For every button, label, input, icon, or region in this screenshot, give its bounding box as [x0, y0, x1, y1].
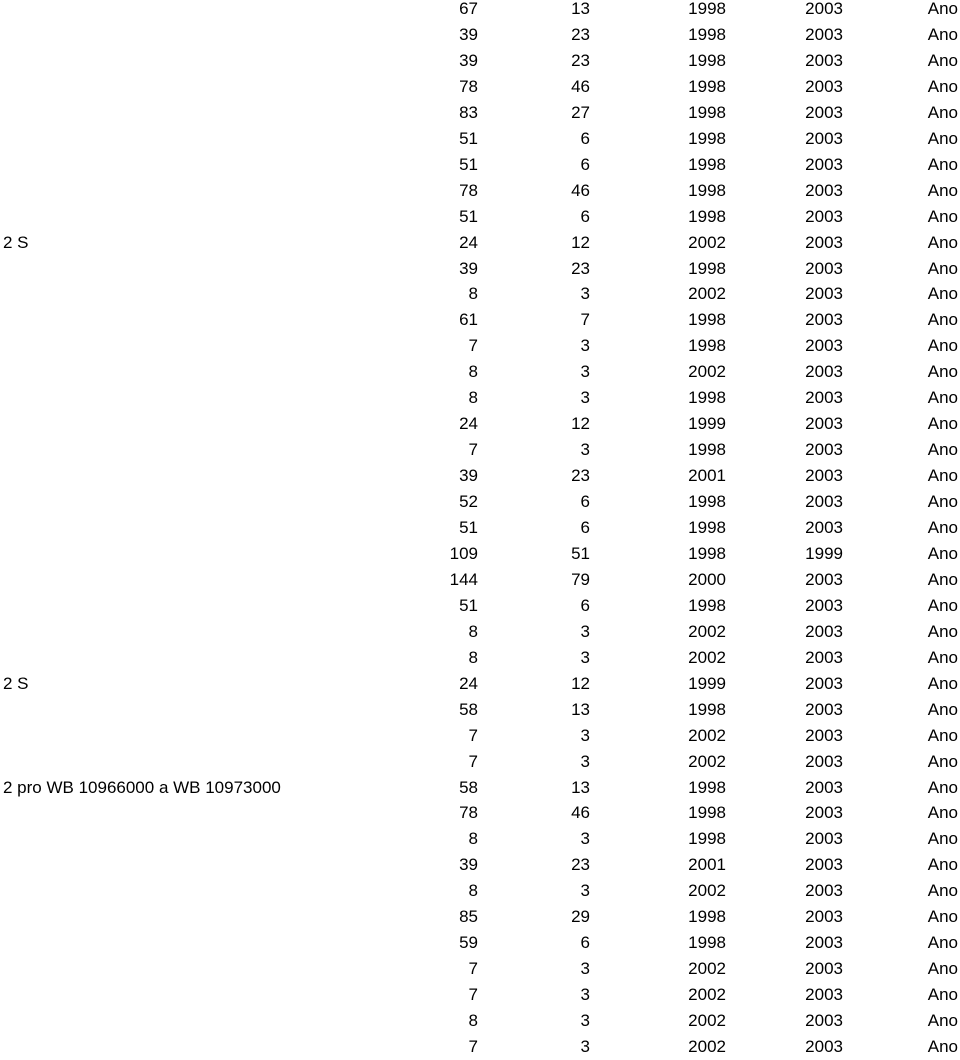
cell-col-3: 2002 [688, 362, 726, 382]
cell-col-1: 59 [459, 933, 478, 953]
table-row [0, 982, 960, 1008]
table-row [0, 515, 960, 541]
cell-col-2: 6 [580, 128, 590, 148]
cell-col-3: 1998 [688, 128, 726, 148]
cell-col-4: 2003 [805, 310, 843, 330]
cell-col-3: 1998 [688, 829, 726, 849]
cell-unit: Ano [927, 959, 958, 979]
table-row [0, 541, 960, 567]
cell-col-3: 2002 [688, 621, 726, 641]
cell-col-4: 2003 [805, 466, 843, 486]
table-row [0, 671, 960, 697]
cell-col-3: 2002 [688, 959, 726, 979]
cell-col-4: 2003 [805, 855, 843, 875]
cell-col-3: 1998 [688, 154, 726, 174]
cell-col-4: 2003 [805, 24, 843, 44]
cell-col-2: 13 [571, 699, 590, 719]
cell-col-4: 2003 [805, 180, 843, 200]
cell-col-1: 39 [459, 855, 478, 875]
cell-col-3: 1999 [688, 414, 726, 434]
cell-col-2: 23 [571, 24, 590, 44]
cell-col-2: 6 [580, 206, 590, 226]
cell-unit: Ano [927, 933, 958, 953]
cell-unit: Ano [927, 180, 958, 200]
cell-unit: Ano [927, 569, 958, 589]
cell-unit: Ano [927, 673, 958, 693]
cell-col-2: 3 [580, 647, 590, 667]
cell-col-3: 2002 [688, 647, 726, 667]
table-row [0, 619, 960, 645]
table-row [0, 307, 960, 333]
cell-col-3: 1998 [688, 24, 726, 44]
table-row [0, 126, 960, 152]
table-row [0, 489, 960, 515]
cell-unit: Ano [927, 258, 958, 278]
row-note: 2 S [3, 673, 29, 693]
cell-col-4: 2003 [805, 50, 843, 70]
cell-col-4: 2003 [805, 76, 843, 96]
cell-col-3: 2002 [688, 232, 726, 252]
cell-col-4: 2003 [805, 0, 843, 18]
cell-col-1: 24 [459, 414, 478, 434]
cell-unit: Ano [927, 543, 958, 563]
cell-unit: Ano [927, 128, 958, 148]
table-row [0, 878, 960, 904]
table-row [0, 1008, 960, 1034]
cell-unit: Ano [927, 232, 958, 252]
cell-col-2: 51 [571, 543, 590, 563]
table-row [0, 48, 960, 74]
table-row [0, 437, 960, 463]
cell-col-2: 3 [580, 621, 590, 641]
cell-col-3: 1998 [688, 777, 726, 797]
cell-col-2: 3 [580, 440, 590, 460]
cell-col-3: 2002 [688, 751, 726, 771]
cell-col-2: 46 [571, 180, 590, 200]
cell-unit: Ano [927, 777, 958, 797]
table-row [0, 1034, 960, 1060]
cell-col-3: 2002 [688, 284, 726, 304]
table-row [0, 0, 960, 22]
table-row [0, 645, 960, 671]
cell-col-3: 2000 [688, 569, 726, 589]
cell-col-3: 1998 [688, 310, 726, 330]
cell-col-4: 2003 [805, 907, 843, 927]
cell-unit: Ano [927, 518, 958, 537]
cell-unit: Ano [927, 414, 958, 434]
cell-col-2: 23 [571, 50, 590, 70]
cell-col-4: 2003 [805, 647, 843, 667]
cell-col-2: 3 [580, 751, 590, 771]
cell-unit: Ano [927, 725, 958, 745]
cell-col-1: 8 [468, 829, 478, 849]
cell-col-2: 46 [571, 76, 590, 96]
cell-col-4: 2003 [805, 725, 843, 745]
cell-col-2: 6 [580, 595, 590, 615]
cell-col-2: 3 [580, 959, 590, 979]
cell-col-2: 3 [580, 336, 590, 356]
cell-unit: Ano [927, 76, 958, 96]
cell-col-2: 6 [580, 154, 590, 174]
cell-col-3: 1998 [688, 518, 726, 537]
cell-col-3: 1998 [688, 388, 726, 408]
cell-col-1: 8 [468, 388, 478, 408]
cell-col-4: 2003 [805, 595, 843, 615]
cell-col-4: 2003 [805, 673, 843, 693]
table-row [0, 281, 960, 307]
cell-col-2: 3 [580, 284, 590, 304]
cell-unit: Ano [927, 388, 958, 408]
cell-col-4: 2003 [805, 699, 843, 719]
table-row [0, 800, 960, 826]
cell-col-4: 2003 [805, 518, 843, 537]
cell-unit: Ano [927, 907, 958, 927]
cell-col-2: 6 [580, 933, 590, 953]
cell-unit: Ano [927, 829, 958, 849]
cell-col-3: 2002 [688, 1011, 726, 1031]
cell-col-3: 2002 [688, 1037, 726, 1056]
cell-col-1: 7 [468, 336, 478, 356]
row-note: 2 pro WB 10966000 a WB 10973000 [3, 777, 281, 797]
cell-col-1: 7 [468, 751, 478, 771]
cell-col-1: 51 [459, 128, 478, 148]
cell-col-4: 2003 [805, 128, 843, 148]
cell-col-1: 58 [459, 777, 478, 797]
cell-unit: Ano [927, 284, 958, 304]
table-row [0, 22, 960, 48]
table-row [0, 100, 960, 126]
cell-col-1: 39 [459, 50, 478, 70]
table-row [0, 567, 960, 593]
cell-col-4: 2003 [805, 751, 843, 771]
cell-col-2: 23 [571, 258, 590, 278]
cell-col-2: 13 [571, 0, 590, 18]
cell-unit: Ano [927, 985, 958, 1005]
cell-col-2: 6 [580, 518, 590, 537]
cell-col-4: 1999 [805, 543, 843, 563]
cell-col-2: 3 [580, 1037, 590, 1056]
cell-col-1: 8 [468, 362, 478, 382]
cell-col-1: 7 [468, 985, 478, 1005]
cell-unit: Ano [927, 466, 958, 486]
cell-col-4: 2003 [805, 440, 843, 460]
cell-col-1: 8 [468, 284, 478, 304]
cell-col-1: 24 [459, 232, 478, 252]
cell-col-3: 1998 [688, 699, 726, 719]
cell-col-4: 2003 [805, 388, 843, 408]
cell-unit: Ano [927, 336, 958, 356]
table-row [0, 593, 960, 619]
cell-col-4: 2003 [805, 284, 843, 304]
cell-col-2: 27 [571, 102, 590, 122]
cell-col-4: 2003 [805, 1011, 843, 1031]
cell-col-4: 2003 [805, 777, 843, 797]
table-row [0, 826, 960, 852]
cell-col-1: 85 [459, 907, 478, 927]
cell-col-1: 7 [468, 959, 478, 979]
table-row [0, 152, 960, 178]
cell-col-4: 2003 [805, 933, 843, 953]
cell-col-1: 52 [459, 492, 478, 512]
cell-col-3: 2001 [688, 855, 726, 875]
table-row [0, 411, 960, 437]
table-row [0, 904, 960, 930]
cell-col-1: 144 [449, 569, 478, 589]
table-row [0, 333, 960, 359]
cell-col-3: 1998 [688, 0, 726, 18]
cell-col-3: 1998 [688, 803, 726, 823]
table-row [0, 74, 960, 100]
cell-unit: Ano [927, 595, 958, 615]
table-row [0, 385, 960, 411]
cell-col-3: 1998 [688, 336, 726, 356]
cell-col-3: 1998 [688, 440, 726, 460]
cell-col-2: 12 [571, 673, 590, 693]
cell-col-1: 78 [459, 76, 478, 96]
cell-unit: Ano [927, 855, 958, 875]
cell-unit: Ano [927, 647, 958, 667]
cell-col-4: 2003 [805, 232, 843, 252]
cell-unit: Ano [927, 881, 958, 901]
cell-col-3: 2002 [688, 725, 726, 745]
cell-unit: Ano [927, 803, 958, 823]
cell-col-4: 2003 [805, 258, 843, 278]
cell-col-4: 2003 [805, 102, 843, 122]
table-row [0, 775, 960, 801]
cell-col-2: 3 [580, 362, 590, 382]
cell-col-4: 2003 [805, 154, 843, 174]
cell-col-4: 2003 [805, 569, 843, 589]
table-row [0, 256, 960, 282]
cell-col-2: 3 [580, 829, 590, 849]
cell-unit: Ano [927, 621, 958, 641]
cell-unit: Ano [927, 50, 958, 70]
row-note: 2 S [3, 232, 29, 252]
cell-col-4: 2003 [805, 621, 843, 641]
cell-col-4: 2003 [805, 829, 843, 849]
cell-col-2: 3 [580, 725, 590, 745]
cell-unit: Ano [927, 154, 958, 174]
cell-col-4: 2003 [805, 959, 843, 979]
cell-col-1: 8 [468, 621, 478, 641]
cell-col-4: 2003 [805, 881, 843, 901]
table-row [0, 956, 960, 982]
cell-col-2: 6 [580, 492, 590, 512]
cell-col-3: 1998 [688, 258, 726, 278]
cell-unit: Ano [927, 1037, 958, 1056]
table-row [0, 178, 960, 204]
cell-col-1: 51 [459, 595, 478, 615]
table-row [0, 930, 960, 956]
cell-unit: Ano [927, 206, 958, 226]
table-row [0, 359, 960, 385]
table-row [0, 204, 960, 230]
cell-col-3: 1998 [688, 595, 726, 615]
cell-col-2: 13 [571, 777, 590, 797]
cell-col-1: 109 [449, 543, 478, 563]
cell-col-3: 1998 [688, 50, 726, 70]
cell-unit: Ano [927, 0, 958, 18]
cell-col-1: 39 [459, 466, 478, 486]
cell-unit: Ano [927, 1011, 958, 1031]
cell-col-1: 78 [459, 180, 478, 200]
cell-col-1: 58 [459, 699, 478, 719]
table-row [0, 723, 960, 749]
cell-col-3: 2002 [688, 881, 726, 901]
cell-col-1: 7 [468, 440, 478, 460]
cell-col-4: 2003 [805, 985, 843, 1005]
cell-col-4: 2003 [805, 803, 843, 823]
cell-col-4: 2003 [805, 362, 843, 382]
cell-col-4: 2003 [805, 1037, 843, 1056]
cell-col-3: 1998 [688, 933, 726, 953]
cell-col-1: 8 [468, 647, 478, 667]
cell-col-2: 29 [571, 907, 590, 927]
cell-unit: Ano [927, 440, 958, 460]
cell-col-2: 3 [580, 1011, 590, 1031]
cell-col-3: 1998 [688, 907, 726, 927]
cell-col-3: 1999 [688, 673, 726, 693]
cell-col-1: 51 [459, 518, 478, 537]
cell-col-2: 3 [580, 985, 590, 1005]
table-row [0, 463, 960, 489]
cell-col-1: 83 [459, 102, 478, 122]
table-row [0, 230, 960, 256]
cell-unit: Ano [927, 362, 958, 382]
cell-col-3: 1998 [688, 543, 726, 563]
cell-col-1: 67 [459, 0, 478, 18]
table-row [0, 697, 960, 723]
cell-col-3: 1998 [688, 76, 726, 96]
cell-col-1: 78 [459, 803, 478, 823]
cell-unit: Ano [927, 102, 958, 122]
cell-unit: Ano [927, 751, 958, 771]
cell-col-3: 1998 [688, 206, 726, 226]
cell-col-1: 51 [459, 154, 478, 174]
cell-col-1: 39 [459, 258, 478, 278]
cell-col-1: 61 [459, 310, 478, 330]
cell-col-3: 2002 [688, 985, 726, 1005]
table-row [0, 852, 960, 878]
cell-col-1: 51 [459, 206, 478, 226]
cell-col-1: 39 [459, 24, 478, 44]
cell-col-2: 23 [571, 466, 590, 486]
cell-col-4: 2003 [805, 414, 843, 434]
cell-col-1: 8 [468, 881, 478, 901]
cell-col-2: 12 [571, 232, 590, 252]
cell-col-1: 7 [468, 725, 478, 745]
cell-col-3: 1998 [688, 180, 726, 200]
cell-col-4: 2003 [805, 336, 843, 356]
cell-unit: Ano [927, 310, 958, 330]
cell-col-1: 8 [468, 1011, 478, 1031]
cell-unit: Ano [927, 492, 958, 512]
cell-col-3: 2001 [688, 466, 726, 486]
cell-col-4: 2003 [805, 492, 843, 512]
cell-col-2: 23 [571, 855, 590, 875]
cell-col-1: 7 [468, 1037, 478, 1056]
cell-col-2: 7 [580, 310, 590, 330]
cell-col-2: 3 [580, 388, 590, 408]
cell-col-2: 79 [571, 569, 590, 589]
cell-col-2: 3 [580, 881, 590, 901]
cell-col-2: 12 [571, 414, 590, 434]
cell-col-1: 24 [459, 673, 478, 693]
cell-unit: Ano [927, 699, 958, 719]
cell-col-3: 1998 [688, 102, 726, 122]
cell-col-4: 2003 [805, 206, 843, 226]
cell-unit: Ano [927, 24, 958, 44]
cell-col-2: 46 [571, 803, 590, 823]
cell-col-3: 1998 [688, 492, 726, 512]
table-row [0, 749, 960, 775]
